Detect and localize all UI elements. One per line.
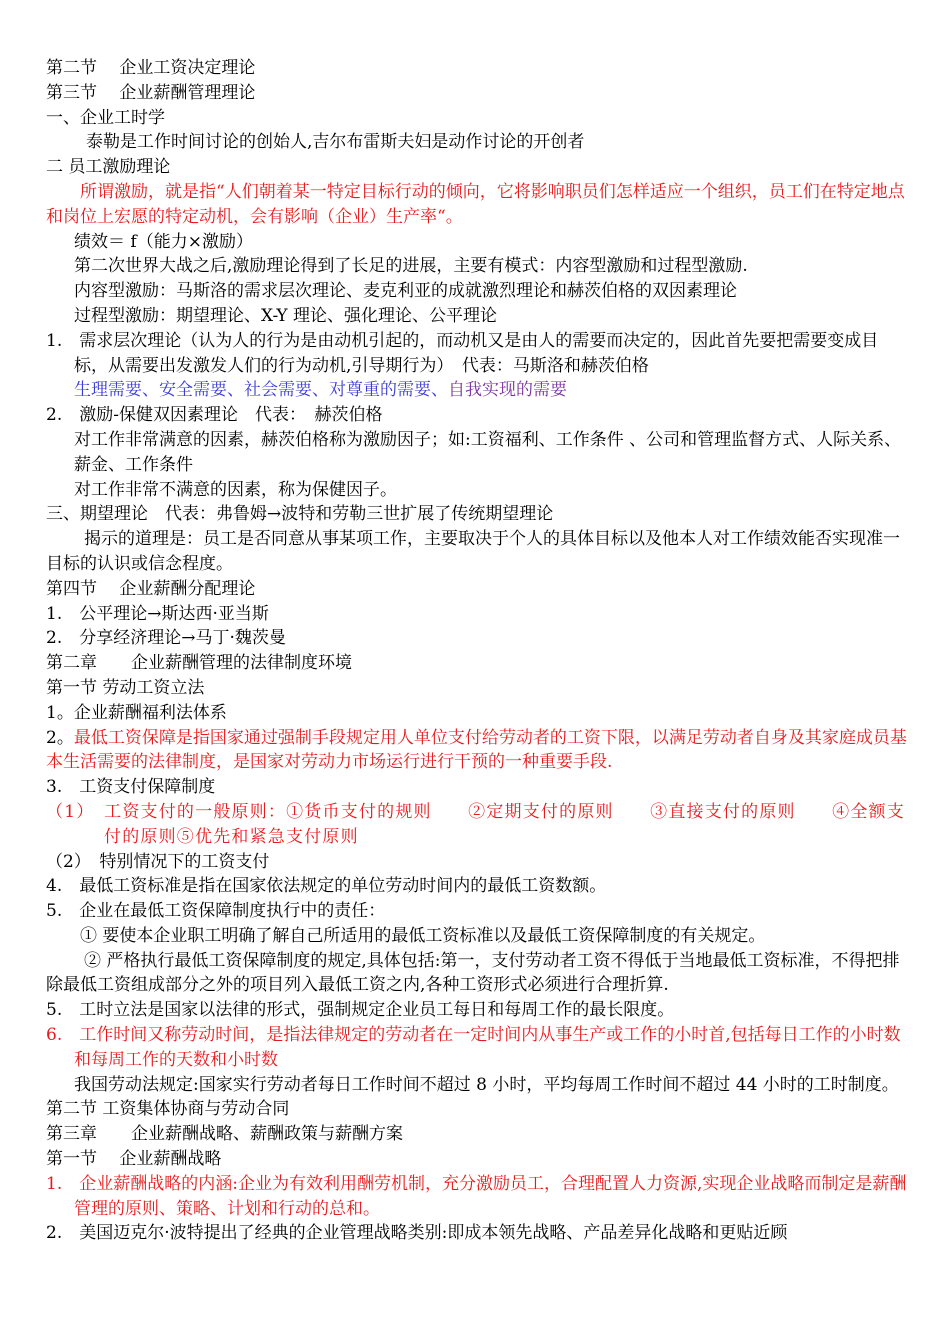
list-item: 2. 美国迈克尔·波特提出了经典的企业管理战略类别:即成本领先战略、产品差异化战略和更贴近顾 [46,1223,788,1244]
section-heading: 第四节 企业薪酬分配理论 [46,578,256,599]
list-number: 2。 [46,727,74,748]
paragraph: 对工作非常满意的因素，赫茨伯格称为激励因子；如:工资福利、工作条件 、公司和管理监督方式、人际关系、薪金、工作条件 [74,429,902,475]
needs-list-part: 自我实现的需要 [448,380,567,401]
paragraph: 对工作非常不满意的因素，称为保健因子。 [74,479,397,500]
formula-line: 绩效＝ f（能力×激励） [74,231,253,252]
list-item: （2） 特别情况下的工资支付 [46,851,270,872]
paragraph: 过程型激励：期望理论、X-Y 理论、强化理论、公平理论 [74,305,497,326]
subsection-heading: 一、企业工时学 [46,107,165,128]
chapter-heading: 第三章 企业薪酬战略、薪酬政策与薪酬方案 [46,1124,403,1145]
list-item: 3. 工资支付保障制度 [46,777,216,798]
list-item: 5. 工时立法是国家以法律的形式，强制规定企业员工每日和每周工作的最长限度。 [46,1000,675,1021]
paragraph: 第二次世界大战之后,激励理论得到了长足的进展，主要有模式：内容型激励和过程型激励. [74,256,748,277]
section-heading: 第二节 工资集体协商与劳动合同 [46,1099,290,1120]
needs-list-part: 生理需要、安全需要、社会需要、对尊重的需要、 [74,380,448,401]
list-subitem: ① 要使本企业职工明确了解自己所适用的最低工资标准以及最低工资保障制度的有关规定。 [80,925,766,946]
highlight-list-item: 6. 工作时间又称劳动时间，是指法律规定的劳动者在一定时间内从事生产或工作的小时首,包括每日工作的小时数和每周工作的天数和小时数 [46,1025,901,1070]
list-item: 1. 需求层次理论（认为人的行为是由动机引起的，而动机又是由人的需要而决定的，因此首先要把需要变成目标，从需要出发激发人们的行为动机,引导期行为） 代表：马斯洛和赫茨伯格 [46,330,879,376]
highlight-text: 最低工资保障是指国家通过强制手段规定用人单位支付给劳动者的工资下限，以满足劳动者自身及其家庭成员基本生活需要的法律制度，是国家对劳动力市场运行进行干预的一种重要手段. [46,727,907,773]
list-item: 4. 最低工资标准是指在国家依法规定的单位劳动时间内的最低工资数额。 [46,876,607,897]
highlight-paragraph: 所谓激励，就是指“人们朝着某一特定目标行动的倾向，它将影响职员们怎样适应一个组织，员工们在特定地点和岗位上宏愿的特定动机，会有影响（企业）生产率“。 [46,181,905,227]
paragraph: 揭示的道理是：员工是否同意从事某项工作，主要取决于个人的具体目标以及他本人对工作绩效能否实现准一目标的认识或信念程度。 [46,529,900,574]
paragraph: 我国劳动法规定:国家实行劳动者每日工作时间不超过 8 小时，平均每周工作时间不超过 44 小时的工时制度。 [74,1074,899,1095]
highlight-paragraph [46,726,910,776]
paragraph: ② 严格执行最低工资保障制度的规定,具体包括:第一，支付劳动者工资不得低于当地最低工资标准，不得把排除最低工资组成部分之外的项目列入最低工资之内,各种工资形式必须进行合理折算. [46,950,900,996]
list-item: 1. 公平理论→斯达西·亚当斯 [46,603,269,624]
section-heading: 第一节 劳动工资立法 [46,677,205,698]
highlight-list-item: 1. 企业薪酬战略的内涵:企业为有效利用酬劳机制，充分激励员工，合理配置人力资源,实现企业战略而制定是薪酬管理的原则、策略、计划和行动的总和。 [46,1173,907,1219]
paragraph: 泰勒是工作时间讨论的创始人,吉尔布雷斯夫妇是动作讨论的开创者 [86,132,585,153]
needs-list [46,378,910,403]
subsection-heading: 三、期望理论 代表：弗鲁姆→波特和劳勒三世扩展了传统期望理论 [46,504,554,525]
paragraph: 内容型激励：马斯洛的需求层次理论、麦克利亚的成就激烈理论和赫茨伯格的双因素理论 [74,281,737,302]
section-heading: 第一节 企业薪酬战略 [46,1149,222,1170]
section-heading: 第三节 企业薪酬管理理论 [46,82,256,103]
list-item: 1。企业薪酬福利法体系 [46,702,227,723]
highlight-list-item: （1） 工资支付的一般原则：①货币支付的规则 ②定期支付的原则 ③直接支付的原则 ④全额支付的原则⑤优先和紧急支付原则 [46,801,905,847]
list-item: 5. 企业在最低工资保障制度执行中的责任： [46,901,386,922]
list-item: 2. 激励-保健双因素理论 代表： 赫茨伯格 [46,405,383,426]
list-item: 2. 分享经济理论→马丁·魏茨曼 [46,628,286,649]
subsection-heading: 二 员工激励理论 [46,157,171,178]
chapter-heading: 第二章 企业薪酬管理的法律制度环境 [46,653,352,674]
section-heading: 第二节 企业工资决定理论 [46,58,256,78]
